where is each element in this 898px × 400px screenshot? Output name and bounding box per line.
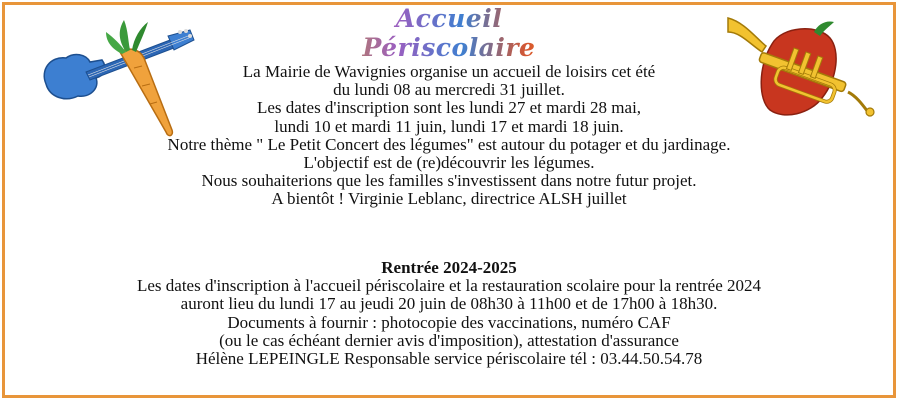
summer-line: La Mairie de Wavignies organise un accueil de loisirs cet été (242, 62, 656, 81)
summer-line: L'objectif est de (re)découvrir les légumes. (303, 153, 595, 173)
rentree-heading: Rentrée 2024-2025 (381, 258, 517, 277)
summer-line: A bientôt ! Virginie Leblanc, directrice ALSH juillet (271, 189, 627, 209)
summer-info-block (0, 63, 898, 209)
rentree-line: Les dates d'inscription à l'accueil périscolaire et la restauration scolaire pour la rentrée 2024 (136, 276, 761, 296)
summer-line: Les dates d'inscription sont les lundi 27 et mardi 28 mai, (256, 98, 642, 118)
rentree-line: Hélène LEPEINGLE Responsable service périscolaire tél : 03.44.50.54.78 (195, 349, 703, 369)
page-title: Accueil Périscolaire (318, 4, 580, 62)
rentree-info-block (0, 259, 898, 368)
rentree-line: Documents à fournir : photocopie des vaccinations, numéro CAF (227, 312, 671, 332)
rentree-line: auront lieu du lundi 17 au jeudi 20 juin de 08h30 à 11h00 et de 17h00 à 18h30. (180, 294, 718, 314)
summer-line: Notre thème " Le Petit Concert des légumes" est autour du potager et du jardinage. (167, 134, 731, 154)
summer-line: du lundi 08 au mercredi 31 juillet. (333, 80, 565, 100)
summer-line: lundi 10 et mardi 11 juin, lundi 17 et mardi 18 juin. (274, 116, 624, 136)
title-banner (318, 4, 580, 62)
rentree-line: (ou le cas échéant dernier avis d'imposition), attestation d'assurance (219, 330, 679, 350)
summer-line: Nous souhaiterions que les familles s'investissent dans notre futur projet. (201, 171, 697, 191)
